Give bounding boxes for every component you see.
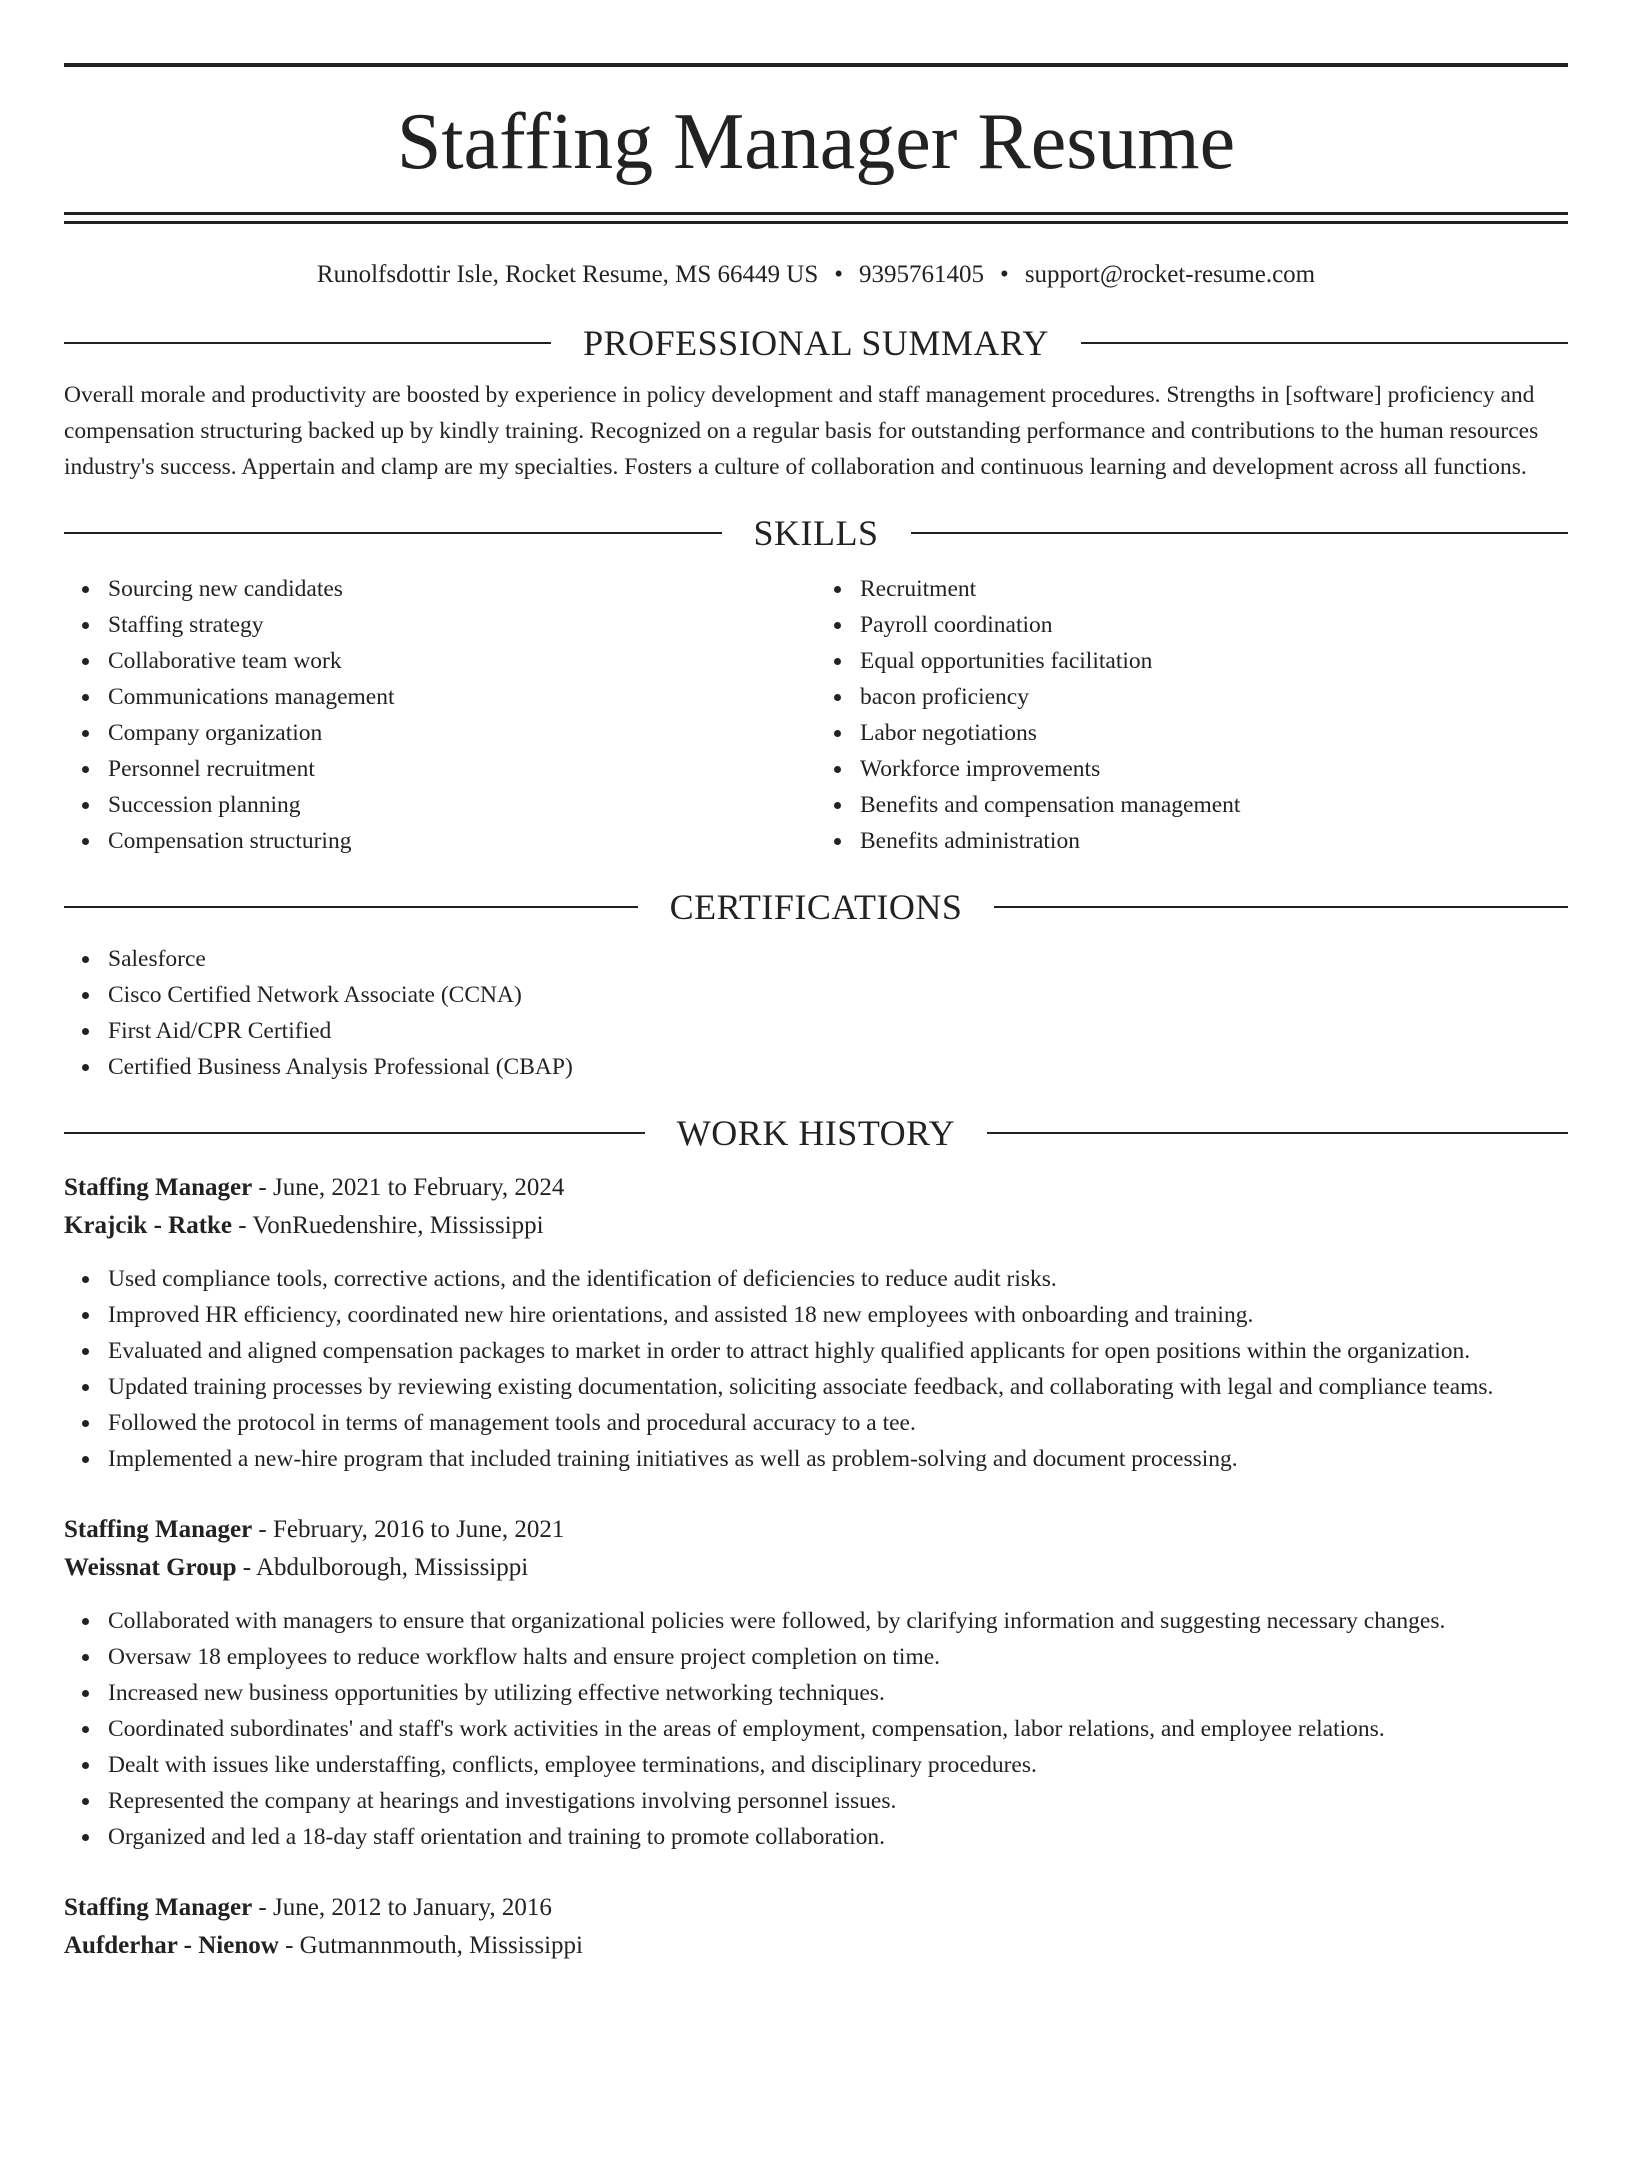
skills-heading-label: SKILLS [753, 513, 879, 553]
skill-item: Collaborative team work [108, 643, 816, 679]
certification-item: Cisco Certified Network Associate (CCNA) [108, 977, 1568, 1013]
certification-item: First Aid/CPR Certified [108, 1013, 1568, 1049]
job-bullets [64, 1603, 1568, 1855]
job-bullet: Increased new business opportunities by utilizing effective networking techniques. [108, 1675, 1568, 1711]
job-title-line [64, 1889, 1568, 1927]
skill-item: Benefits administration [860, 823, 1568, 859]
certifications-heading-label: CERTIFICATIONS [669, 887, 963, 927]
job-title-line [64, 1169, 1568, 1207]
job-title: Staffing Manager [64, 1894, 253, 1921]
skill-item: Recruitment [860, 571, 1568, 607]
job-dates: - June, 2012 to January, 2016 [252, 1894, 552, 1921]
heading-rule-left [64, 342, 551, 344]
job-bullet: Represented the company at hearings and investigations involving personnel issues. [108, 1783, 1568, 1819]
skill-item: bacon proficiency [860, 679, 1568, 715]
skills-list-left [64, 571, 816, 859]
skills-columns [64, 571, 1568, 859]
job-entry [64, 1169, 1568, 1477]
job-entry [64, 1511, 1568, 1855]
skill-item: Communications management [108, 679, 816, 715]
job-location: - Abdulborough, Mississippi [236, 1554, 529, 1581]
skill-item: Sourcing new candidates [108, 571, 816, 607]
heading-rule-left [64, 1132, 645, 1134]
job-company: Weissnat Group [64, 1554, 237, 1581]
work-heading-label: WORK HISTORY [676, 1113, 956, 1153]
skill-item: Equal opportunities facilitation [860, 643, 1568, 679]
skill-item: Company organization [108, 715, 816, 751]
contact-phone: 9395761405 [859, 261, 985, 288]
summary-section-heading [64, 321, 1568, 365]
summary-text: Overall morale and productivity are boosted by experience in policy development and staff management procedures. Strengths in [software] proficiency and compensation structuring backed up by kindly training. Recognized on a regular basis for outstanding performance and contributions to the human resources industry's success. Appertain and clamp are my specialties. Fosters a culture of collaboration and continuous learning and development across all functions. [64, 382, 1539, 480]
job-bullet: Improved HR efficiency, coordinated new hire orientations, and assisted 18 new employees with onboarding and training. [108, 1297, 1568, 1333]
job-company-line [64, 1927, 1568, 1965]
title-double-rule [64, 212, 1568, 224]
work-history [64, 1169, 1568, 1965]
job-bullet: Implemented a new-hire program that included training initiatives as well as problem-solving and document processing. [108, 1441, 1568, 1477]
heading-rule-left [64, 532, 722, 534]
work-section-heading [64, 1111, 1568, 1155]
skill-item: Payroll coordination [860, 607, 1568, 643]
job-dates: - February, 2016 to June, 2021 [252, 1516, 565, 1543]
heading-rule-right [994, 906, 1568, 908]
skill-item: Staffing strategy [108, 607, 816, 643]
certifications-section-heading [64, 885, 1568, 929]
certifications-list [64, 941, 1568, 1085]
job-company-line [64, 1549, 1568, 1587]
heading-rule-right [911, 532, 1569, 534]
heading-rule-right [987, 1132, 1568, 1134]
job-location: - Gutmannmouth, Mississippi [278, 1932, 583, 1959]
skill-item: Succession planning [108, 787, 816, 823]
skill-item: Workforce improvements [860, 751, 1568, 787]
job-company: Krajcik - Ratke [64, 1212, 233, 1239]
contact-separator: • [834, 261, 844, 288]
summary-heading-label: PROFESSIONAL SUMMARY [583, 323, 1049, 363]
resume-title: Staffing Manager Resume [396, 98, 1236, 186]
heading-rule-right [1081, 342, 1568, 344]
job-bullet: Used compliance tools, corrective actions, and the identification of deficiencies to reduce audit risks. [108, 1261, 1568, 1297]
heading-rule-left [64, 906, 638, 908]
resume-page [0, 63, 1632, 2175]
job-entry [64, 1889, 1568, 1965]
job-bullet: Coordinated subordinates' and staff's work activities in the areas of employment, compensation, labor relations, and employee relations. [108, 1711, 1568, 1747]
job-bullets [64, 1261, 1568, 1477]
job-bullet: Collaborated with managers to ensure that organizational policies were followed, by clarifying information and suggesting necessary changes. [108, 1603, 1568, 1639]
skill-item: Benefits and compensation management [860, 787, 1568, 823]
skill-item: Compensation structuring [108, 823, 816, 859]
job-company: Aufderhar - Nienow [64, 1932, 279, 1959]
certification-item: Salesforce [108, 941, 1568, 977]
job-bullet: Dealt with issues like understaffing, conflicts, employee terminations, and disciplinary procedures. [108, 1747, 1568, 1783]
job-bullet: Updated training processes by reviewing existing documentation, soliciting associate feedback, and collaborating with legal and compliance teams. [108, 1369, 1568, 1405]
job-dates: - June, 2021 to February, 2024 [252, 1174, 565, 1201]
job-title-line [64, 1511, 1568, 1549]
job-bullet: Organized and led a 18-day staff orientation and training to promote collaboration. [108, 1819, 1568, 1855]
job-title: Staffing Manager [64, 1516, 253, 1543]
skill-item: Labor negotiations [860, 715, 1568, 751]
skills-section-heading [64, 511, 1568, 555]
job-bullet: Evaluated and aligned compensation packages to market in order to attract highly qualified applicants for open positions within the organization. [108, 1333, 1568, 1369]
contact-separator: • [1000, 261, 1009, 288]
contact-line [64, 259, 1568, 291]
contact-address: Runolfsdottir Isle, Rocket Resume, MS 66449 US [316, 261, 819, 288]
job-title: Staffing Manager [64, 1174, 253, 1201]
skills-list-right [816, 571, 1568, 859]
top-rule [64, 63, 1568, 67]
skill-item: Personnel recruitment [108, 751, 816, 787]
certification-item: Certified Business Analysis Professional (CBAP) [108, 1049, 1568, 1085]
job-location: - VonRuedenshire, Mississippi [232, 1212, 544, 1239]
job-company-line [64, 1207, 1568, 1245]
job-bullet: Followed the protocol in terms of management tools and procedural accuracy to a tee. [108, 1405, 1568, 1441]
job-bullet: Oversaw 18 employees to reduce workflow halts and ensure project completion on time. [108, 1639, 1568, 1675]
contact-email: support@rocket-resume.com [1024, 261, 1316, 288]
